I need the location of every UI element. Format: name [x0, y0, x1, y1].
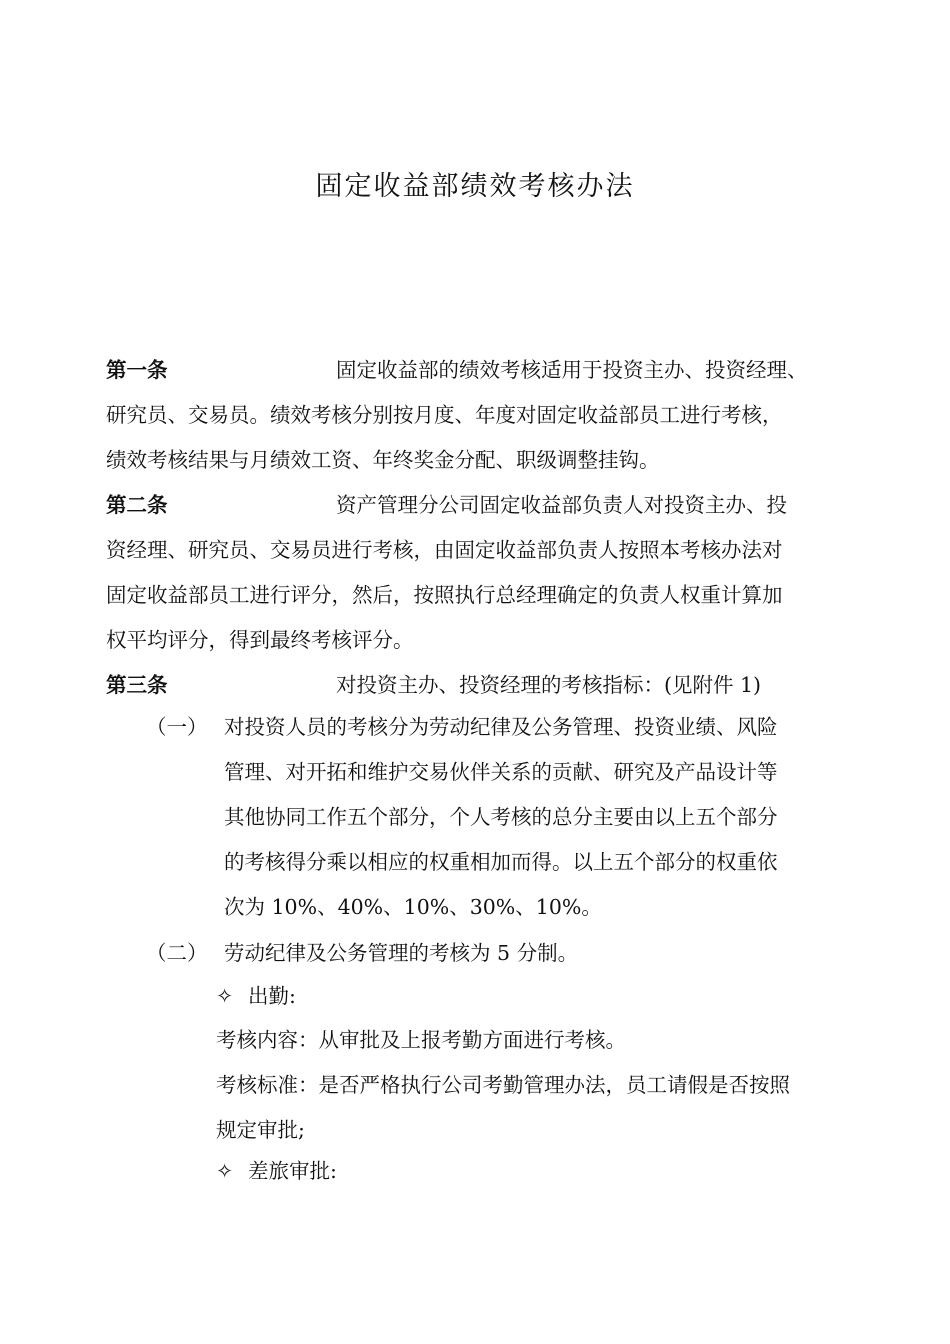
article-2-line-2: 资经理、研究员、交易员进行考核，由固定收益部负责人按照本考核办法对: [106, 538, 783, 562]
article-1: [106, 348, 842, 483]
attendance-standard: 考核标准：是否严格执行公司考勤管理办法，员工请假是否按照 规定审批;: [216, 1073, 790, 1142]
article-1-line-2: 研究员、交易员。绩效考核分别按月度、年度对固定收益部员工进行考核，: [106, 403, 783, 427]
item-1-text: 对投资人员的考核分为劳动纪律及公务管理、投资业绩、风险 管理、对开拓和维护交易伙伴关系的贡献、研究及产品设计等 其他协同工作五个部分，个人考核的总分主要由以上五个部分 的考核得分乘以相应的权重相加而得。以上五个部分的权重依 次为 10%、40%、10%、30%、10%。: [224, 715, 778, 919]
article-2: [106, 483, 842, 663]
attendance-label: 出勤:: [248, 984, 296, 1008]
article-2-line-3: 固定收益部员工进行评分，然后，按照执行总经理确定的负责人权重计算加: [106, 583, 783, 607]
article-1-heading: 第一条: [106, 358, 168, 382]
travel-approval-label: 差旅审批:: [248, 1159, 337, 1183]
diamond-star-icon: ✧: [216, 1159, 234, 1183]
article-3: [106, 663, 842, 708]
bullet-travel-approval: [216, 1151, 337, 1191]
article-1-line-3: 绩效考核结果与月绩效工资、年终奖金分配、职级调整挂钩。: [106, 448, 660, 472]
diamond-star-icon: ✧: [216, 984, 234, 1008]
article-2-line-1: 第二条 资产管理分公司固定收益部负责人对投资主办、投: [106, 483, 842, 528]
article-2-line-4: 权平均评分，得到最终考核评分。: [106, 628, 414, 652]
document-title: 固定收益部绩效考核办法: [315, 171, 635, 202]
article-3-line-1: 第三条 对投资主办、投资经理的考核指标：(见附件 1): [106, 663, 842, 708]
item-2: [146, 931, 846, 976]
article-2-heading: 第二条: [106, 493, 168, 517]
article-1-line-1: 第一条 固定收益部的绩效考核适用于投资主办、投资经理、: [106, 348, 842, 393]
bullet-attendance: [216, 976, 296, 1016]
item-1-number: （一）: [146, 715, 208, 739]
attendance-content: 考核内容：从审批及上报考勤方面进行考核。: [216, 1028, 626, 1052]
item-2-number: （二）: [146, 941, 208, 965]
item-2-text: 劳动纪律及公务管理的考核为 5 分制。: [224, 941, 579, 965]
item-1: [146, 705, 846, 935]
article-3-heading: 第三条: [106, 673, 168, 697]
